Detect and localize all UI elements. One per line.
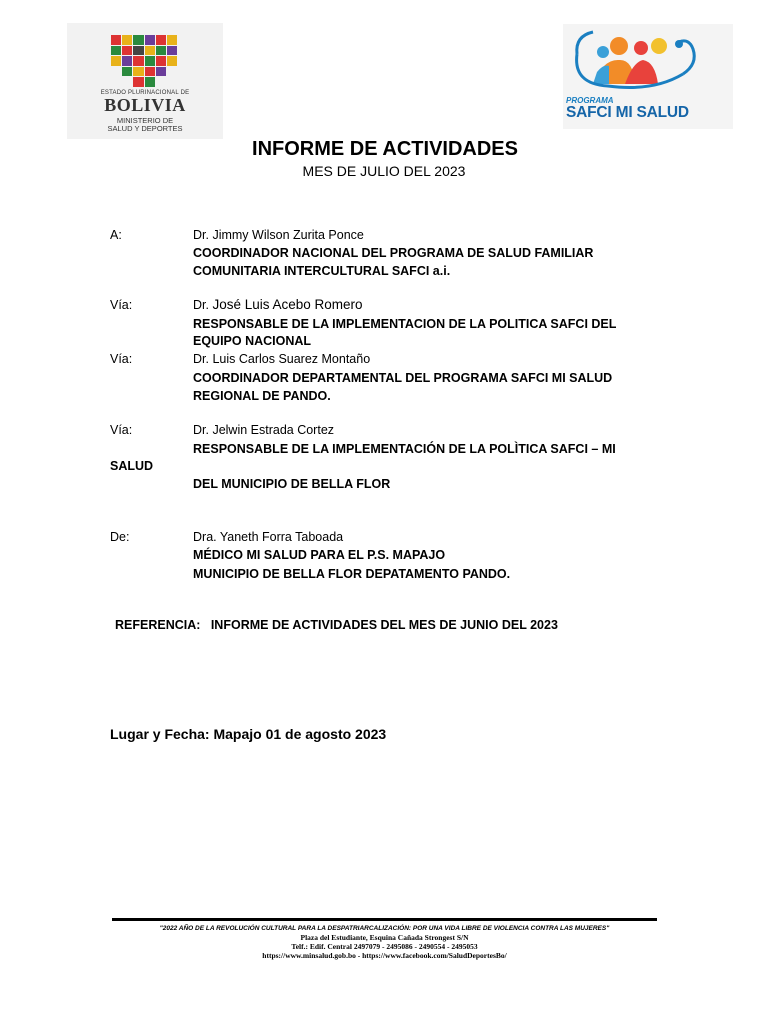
via-role-1-line-2: EQUIPO NACIONAL [193, 334, 312, 348]
via-role-2-line-1: COORDINADOR DEPARTAMENTAL DEL PROGRAMA SAFCI MI SALUD [193, 371, 613, 385]
from-role-line-1: MÉDICO MI SALUD PARA EL P.S. MAPAJO [193, 548, 446, 562]
via-role-3-line-2: DEL MUNICIPIO DE BELLA FLOR [193, 477, 391, 491]
family-stethoscope-icon [563, 24, 733, 96]
from-role-line-2: MUNICIPIO DE BELLA FLOR DEPATAMENTO PANDO. [193, 567, 511, 581]
to-role-line-1: COORDINADOR NACIONAL DEL PROGRAMA DE SALUD FAMILIAR [193, 246, 594, 260]
footer-links[interactable]: https://www.minsalud.gob.bo - https://www.facebook.com/SaludDeportesBo/ [262, 951, 507, 960]
to-label: A: [110, 228, 122, 242]
via-name-1: Dr. José Luis Acebo Romero [193, 297, 363, 312]
document-title: INFORME DE ACTIVIDADES [252, 138, 518, 160]
logo-safci-text: SAFCI MI SALUD [566, 104, 689, 121]
document-subtitle: MES DE JULIO DEL 2023 [302, 163, 466, 179]
safci-logo [563, 24, 733, 129]
from-label: De: [110, 530, 130, 544]
via-label-1: Vía: [110, 298, 133, 312]
footer-motto: "2022 AÑO DE LA REVOLUCIÓN CULTURAL PARA LA DESPATRIARCALIZACIÓN: POR UNA VIDA LIBRE DE VIOLENCIA CONTRA LAS MUJERES" [159, 925, 610, 932]
logo-program-text: PROGRAMA [566, 96, 614, 105]
from-name: Dra. Yaneth Forra Taboada [193, 530, 344, 544]
to-name: Dr. Jimmy Wilson Zurita Ponce [193, 228, 364, 242]
place-date-line: Lugar y Fecha: Mapajo 01 de agosto 2023 [110, 726, 387, 742]
via-label-3: Vía: [110, 423, 133, 437]
bolivia-emblem-icon [111, 35, 177, 87]
footer-phones: Telf.: Edif. Central 2497079 - 2495086 - 2490554 - 2495053 [291, 942, 478, 951]
logo-ministry-text-2: SALUD Y DEPORTES [107, 124, 183, 133]
via-role-3-line-1: RESPONSABLE DE LA IMPLEMENTACIÓN DE LA POLÌTICA SAFCI – MI [193, 442, 616, 456]
via-name-2: Dr. Luis Carlos Suarez Montaño [193, 352, 371, 366]
logo-bolivia-text: BOLIVIA [104, 95, 186, 115]
to-role-line-2: COMUNITARIA INTERCULTURAL SAFCI a.i. [193, 264, 451, 278]
via-label-2: Vía: [110, 352, 133, 366]
footer-address: Plaza del Estudiante, Esquina Cañada Strongest S/N [300, 933, 469, 942]
logo-ministry-text: MINISTERIO DE [116, 116, 174, 125]
via-role-3-wrap: SALUD [110, 459, 154, 473]
logo-state-text: ESTADO PLURINACIONAL DE [100, 90, 190, 96]
via-role-1-line-1: RESPONSABLE DE LA IMPLEMENTACION DE LA POLITICA SAFCI DEL [193, 317, 617, 331]
via-name-3: Dr. Jelwin Estrada Cortez [193, 423, 335, 437]
footer-divider [112, 918, 657, 921]
ministry-logo [67, 23, 223, 139]
reference-line: REFERENCIA: INFORME DE ACTIVIDADES DEL MES DE JUNIO DEL 2023 [115, 618, 558, 632]
via-role-2-line-2: REGIONAL DE PANDO. [193, 389, 331, 403]
